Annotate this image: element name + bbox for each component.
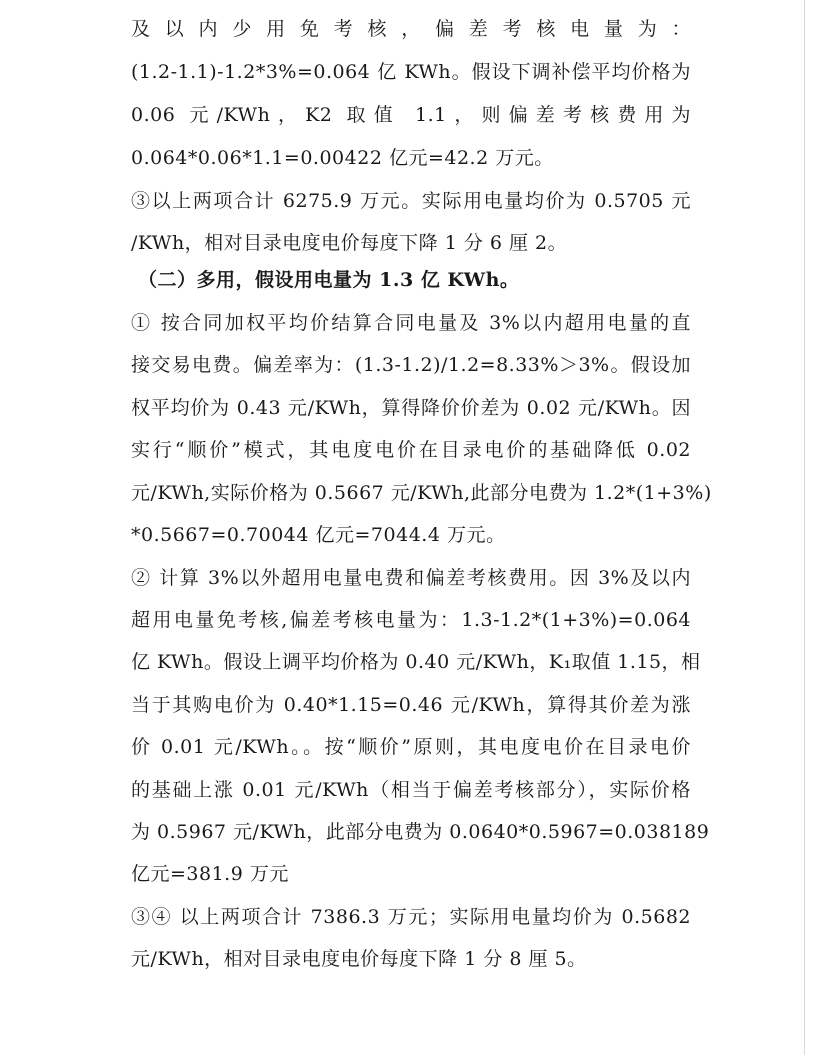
text-line: ③④ 以上两项合计 7386.3 万元；实际用电量均价为 0.5682 [131, 906, 691, 928]
text-line: 当于其购电价为 0.40*1.15=0.46 元/KWh，算得其价差为涨 [131, 694, 691, 716]
text-line: ① 按合同加权平均价结算合同电量及 3%以内超用电量的直 [131, 312, 691, 334]
text-line: 的基础上涨 0.01 元/KWh（相当于偏差考核部分），实际价格 [131, 779, 691, 801]
text-line: 接交易电费。偏差率为：(1.3-1.2)/1.2=8.33%＞3%。假设加 [131, 354, 691, 376]
text-line: 为 0.5967 元/KWh，此部分电费为 0.0640*0.5967=0.038189 [131, 821, 710, 843]
section-heading: （二）多用，假设用电量为 1.3 亿 KWh。 [138, 269, 520, 291]
text-line: 及以内少用免考核，偏差考核电量为： [131, 18, 691, 40]
text-line: 元/KWh,实际价格为 0.5667 元/KWh,此部分电费为 1.2*(1+3%) [131, 482, 712, 504]
text-line: 超用电量免考核,偏差考核电量为：1.3-1.2*(1+3%)=0.064 [131, 609, 691, 631]
text-line: 0.064*0.06*1.1=0.00422 亿元=42.2 万元。 [131, 147, 554, 169]
text-line: 实行“顺价”模式，其电度电价在目录电价的基础降低 0.02 [131, 439, 691, 461]
text-line: 元/KWh，相对目录电度电价每度下降 1 分 8 厘 5。 [131, 948, 587, 970]
text-line: *0.5667=0.70044 亿元=7044.4 万元。 [131, 524, 506, 546]
page-edge-divider [804, 0, 805, 1055]
text-line: ② 计算 3%以外超用电量电费和偏差考核费用。因 3%及以内 [131, 567, 691, 589]
text-line: 价 0.01 元/KWh。。按“顺价”原则，其电度电价在目录电价 [131, 736, 691, 758]
text-line: /KWh，相对目录电度电价每度下降 1 分 6 厘 2。 [131, 232, 568, 254]
text-line: 0.06 元/KWh，K2 取值 1.1，则偏差考核费用为 [131, 104, 691, 126]
text-line: 权平均价为 0.43 元/KWh，算得降价价差为 0.02 元/KWh。因 [131, 397, 691, 419]
text-line: ③以上两项合计 6275.9 万元。实际用电量均价为 0.5705 元 [131, 190, 691, 212]
text-line: (1.2-1.1)-1.2*3%=0.064 亿 KWh。假设下调补偿平均价格为 [131, 61, 691, 83]
text-line: 亿 KWh。假设上调平均价格为 0.40 元/KWh，K₁取值 1.15，相 [131, 651, 701, 673]
text-line: 亿元=381.9 万元 [131, 863, 289, 885]
